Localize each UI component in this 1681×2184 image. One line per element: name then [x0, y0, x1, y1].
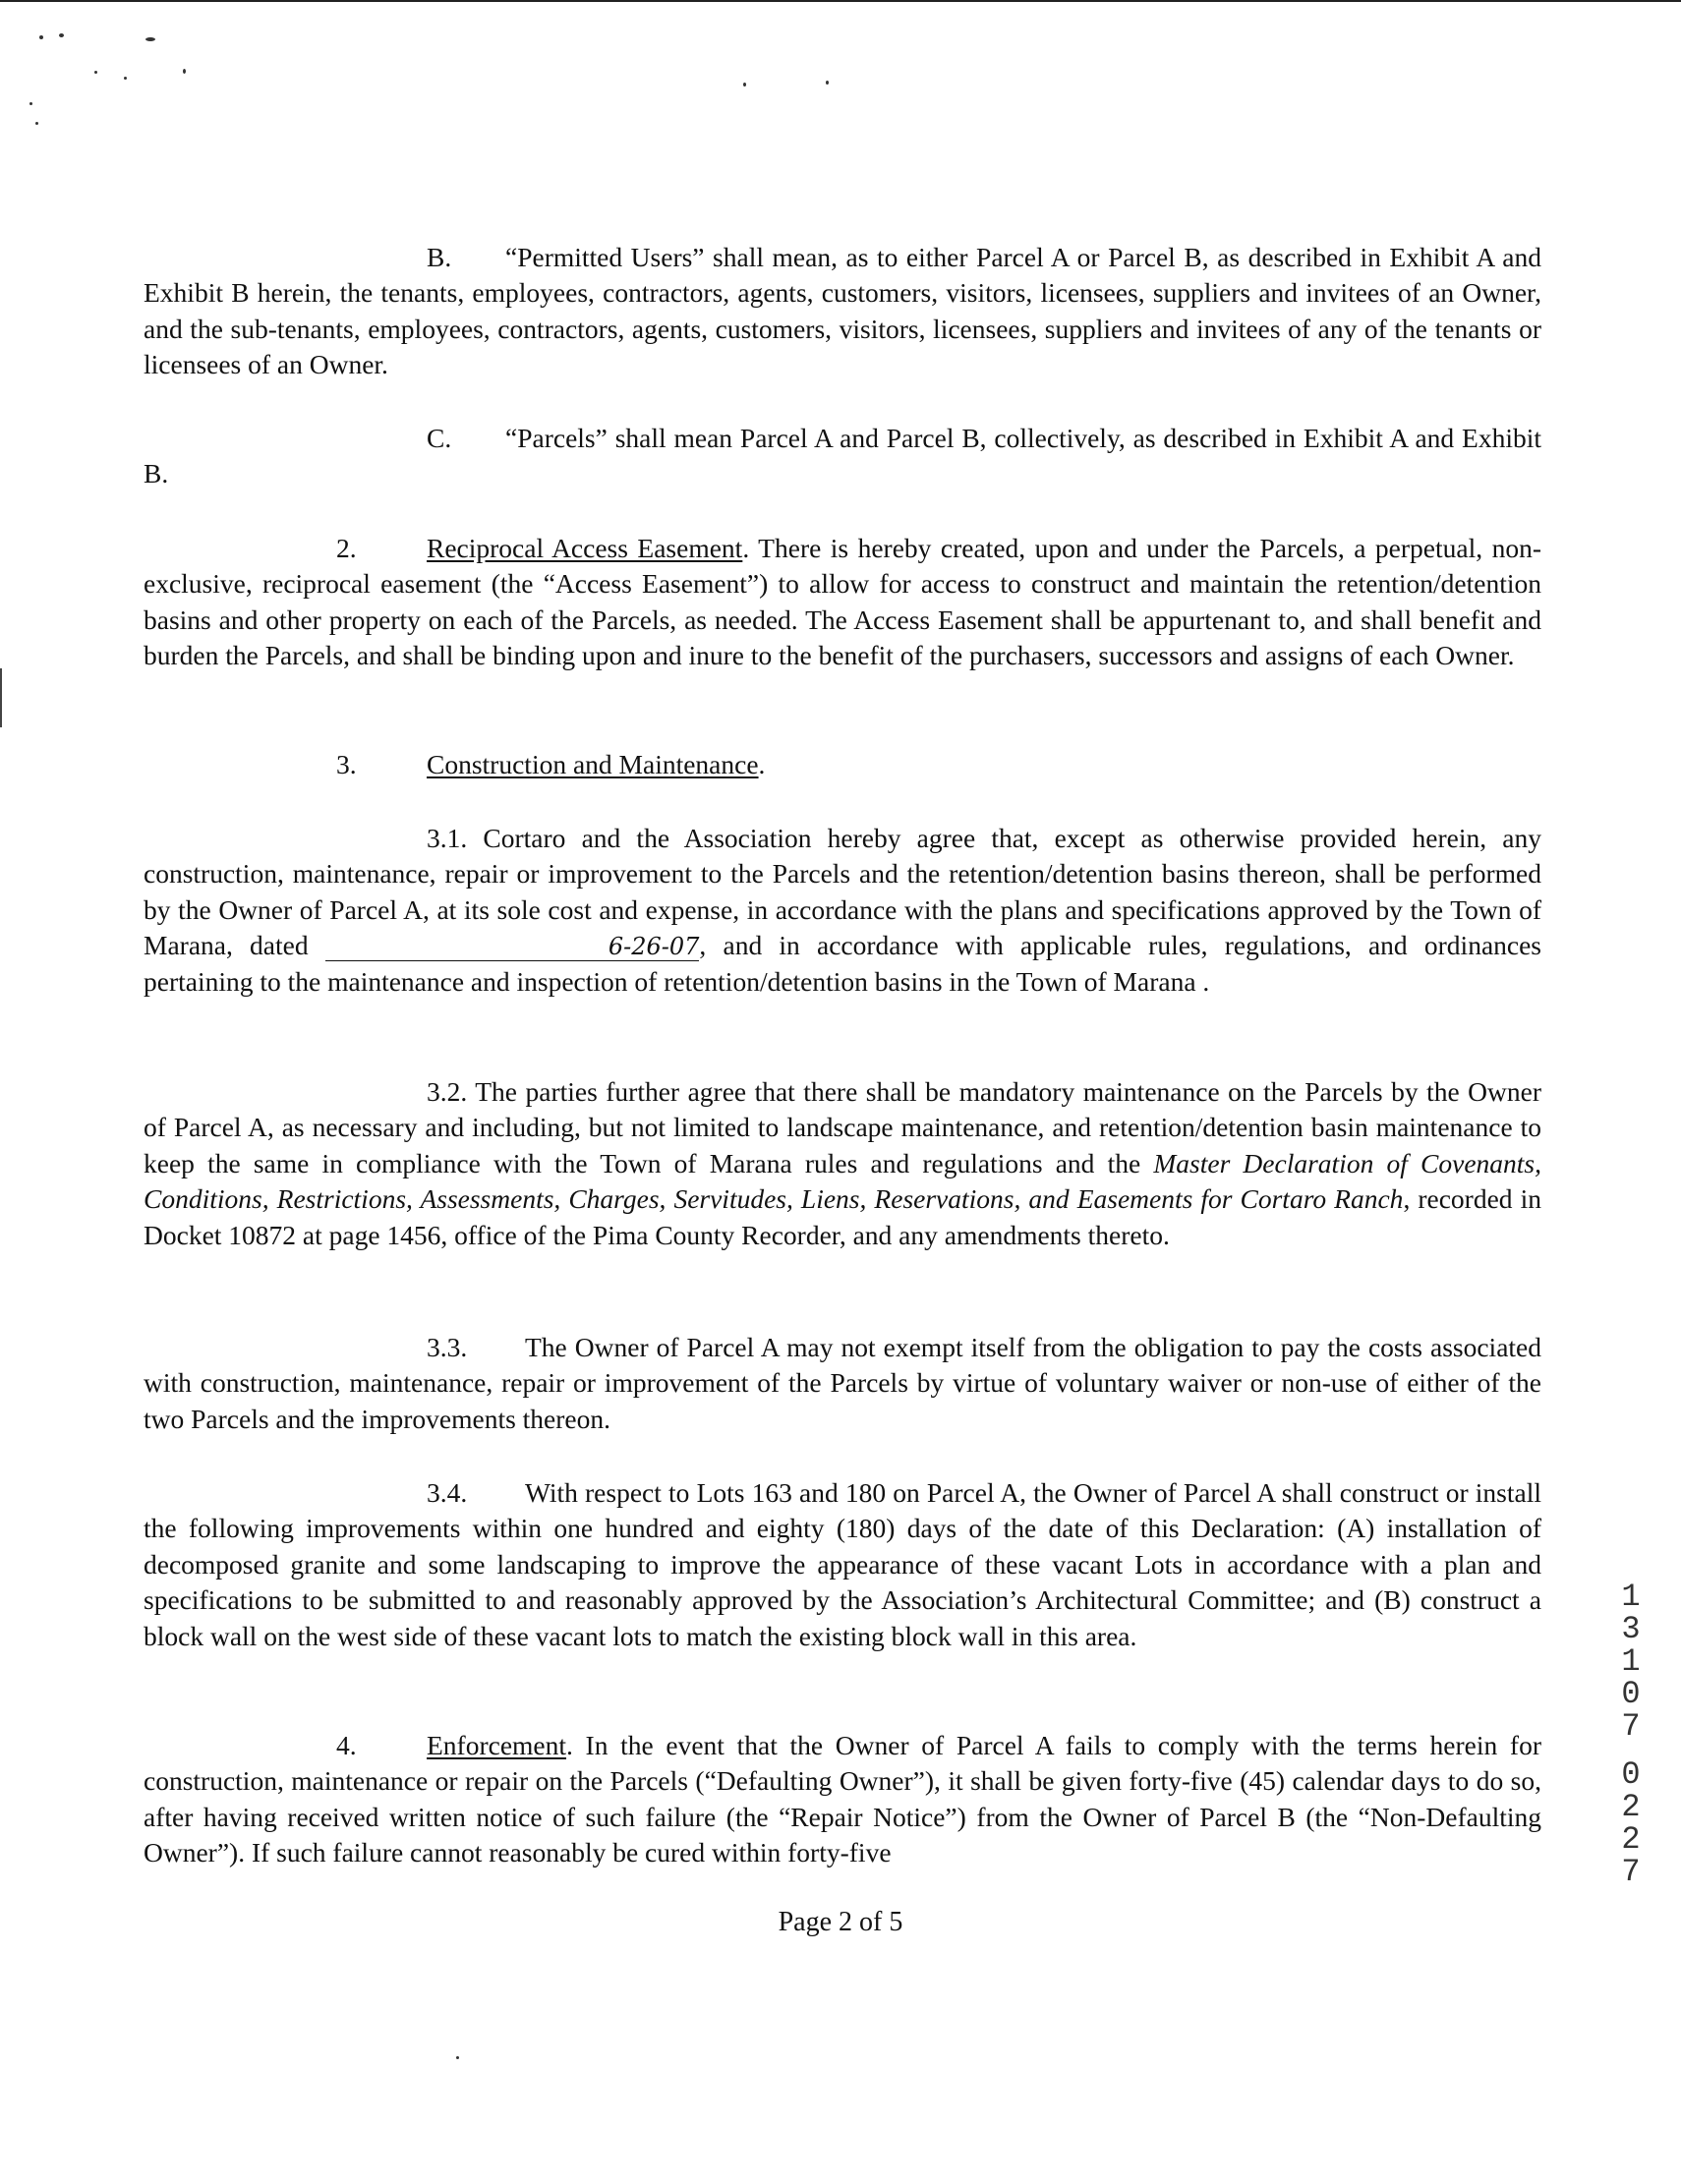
paragraph-c-text: “Parcels” shall mean Parcel A and Parcel B, collectively, as described in Exhibit A and Exhibit B.: [144, 423, 1541, 489]
section-4-heading: Enforcement: [427, 1730, 567, 1760]
paragraph-b-label: B.: [427, 242, 452, 272]
scan-speck: [826, 81, 829, 85]
scan-speck: [456, 2056, 459, 2059]
scan-speck: [94, 71, 97, 74]
scan-speck: [743, 83, 746, 86]
scan-speck: [59, 33, 64, 37]
scan-left-edge-mark: [0, 668, 2, 727]
stamp-digit: 1: [1621, 1579, 1641, 1615]
scan-speck: [39, 35, 43, 39]
stamp-digit: 3: [1621, 1611, 1641, 1647]
section-2-number: 2.: [336, 533, 357, 563]
scan-speck: [35, 122, 38, 125]
section-3-4-number: 3.4.: [427, 1477, 468, 1508]
master-declaration-title: Master Declaration of Covenants, Conditions, Restrictions, Assessments, Charges, Servitudes, Liens, Reservations, and Easements for Cortaro Ranch: [144, 1147, 1542, 1215]
stamp-digit: 1: [1621, 1643, 1641, 1680]
section-3-2: [144, 1074, 1541, 1253]
paragraph-c-label: C.: [427, 423, 452, 453]
stamp-docket-number: [1617, 1581, 1645, 1743]
section-3-1-text-after: , and in accordance with applicable rules, regulations, and ordinances pertaining to the maintenance and inspection of retention/detention basins in the Town of Marana .: [144, 930, 1542, 997]
page-number: Page 2 of 5: [778, 1907, 903, 1937]
stamp-digit: 7: [1621, 1708, 1641, 1745]
section-3-3-number: 3.3.: [427, 1332, 468, 1362]
recording-stamp: [1617, 1581, 1645, 1888]
scan-speck: [183, 69, 186, 74]
stamp-page-number: [1617, 1758, 1645, 1888]
section-2-text: . There is hereby created, upon and under the Parcels, a perpetual, non-exclusive, reciprocal easement (the “Access Easement”) to allow for access to construct and maintain the retention/detention basins and other property on each of the Parcels, as needed. The Access Easement shall be appurtenant to, and shall benefit and burden the Parcels, and shall be binding upon and inure to the benefit of the purchasers, successors and assigns of each Owner.: [144, 533, 1541, 671]
section-3-1-text-before: Cortaro and the Association hereby agree that, except as otherwise provided herein, any construction, maintenance, repair or improvement to the Parcels and the retention/detention basins thereon, shall be performed by the Owner of Parcel A, at its sole cost and expense, in accordance with the plans and specifications approved by the Town of Marana, dated: [144, 823, 1541, 961]
scan-speck: [29, 102, 32, 105]
section-3-4-text: With respect to Lots 163 and 180 on Parcel A, the Owner of Parcel A shall construct or install the following improvements within one hundred and eighty (180) days of the date of this Declaration: (A) installation of decomposed granite and some landscaping to improve the appearance of these vacant Lots in accordance with a plan and specifications to be submitted to and reasonably approved by the Association’s Architectural Committee; and (B) construct a block wall on the west side of these vacant lots to match the existing block wall in this area.: [144, 1477, 1541, 1651]
section-3-1: [144, 821, 1541, 1000]
section-2: [144, 531, 1541, 674]
handwritten-date: 6-26-07: [325, 933, 700, 961]
section-4: [144, 1728, 1541, 1871]
scan-speck: [124, 77, 127, 80]
scan-speck: [145, 37, 155, 41]
section-4-text: . In the event that the Owner of Parcel A fails to comply with the terms herein for construction, maintenance or repair on the Parcels (“Defaulting Owner”), it shall be given forty-five (45) calendar days to do so, after having received written notice of such failure (the “Repair Notice”) from the Owner of Parcel B (the “Non-Defaulting Owner”). If such failure cannot reasonably be cured within forty-five: [144, 1730, 1541, 1868]
section-4-number: 4.: [336, 1730, 357, 1760]
paragraph-c: [144, 421, 1541, 492]
paragraph-b: [144, 240, 1541, 383]
stamp-digit: 7: [1621, 1854, 1641, 1890]
section-3-2-text-before: The parties further agree that there shall be mandatory maintenance on the Parcels by the Owner of Parcel A, as necessary and including, but not limited to landscape maintenance, and retention/detention basin maintenance to keep the same in compliance with the Town of Marana rules and regulations and the: [144, 1076, 1541, 1178]
section-3-heading-end: .: [758, 749, 766, 779]
paragraph-b-text: “Permitted Users” shall mean, as to either Parcel A or Parcel B, as described in Exhibit A and Exhibit B herein, the tenants, employees, contractors, agents, customers, visitors, licensees, suppliers and invitees of an Owner, and the sub-tenants, employees, contractors, agents, customers, visitors, licensees, suppliers and invitees of any of the tenants or licensees of an Owner.: [144, 242, 1541, 380]
scan-top-edge: [0, 0, 1681, 2]
section-2-heading: Reciprocal Access Easement: [427, 533, 743, 563]
stamp-digit: 2: [1621, 1821, 1641, 1858]
stamp-digit: 0: [1621, 1676, 1641, 1712]
section-3: [144, 747, 1541, 782]
section-3-1-number: 3.1.: [427, 823, 468, 853]
section-3-2-number: 3.2.: [427, 1076, 468, 1107]
section-3-3: [144, 1330, 1541, 1437]
stamp-digit: 0: [1621, 1756, 1641, 1793]
section-3-heading: Construction and Maintenance: [427, 749, 759, 779]
stamp-digit: 2: [1621, 1789, 1641, 1825]
section-3-2-text-after: , recorded in Docket 10872 at page 1456, office of the Pima County Recorder, and any amendments thereto.: [144, 1183, 1541, 1250]
section-3-3-text: The Owner of Parcel A may not exempt itself from the obligation to pay the costs associated with construction, maintenance, repair or improvement of the Parcels by virtue of voluntary waiver or non-use of either of the two Parcels and the improvements thereon.: [144, 1332, 1541, 1434]
section-3-number: 3.: [336, 749, 357, 779]
section-3-4: [144, 1475, 1541, 1654]
